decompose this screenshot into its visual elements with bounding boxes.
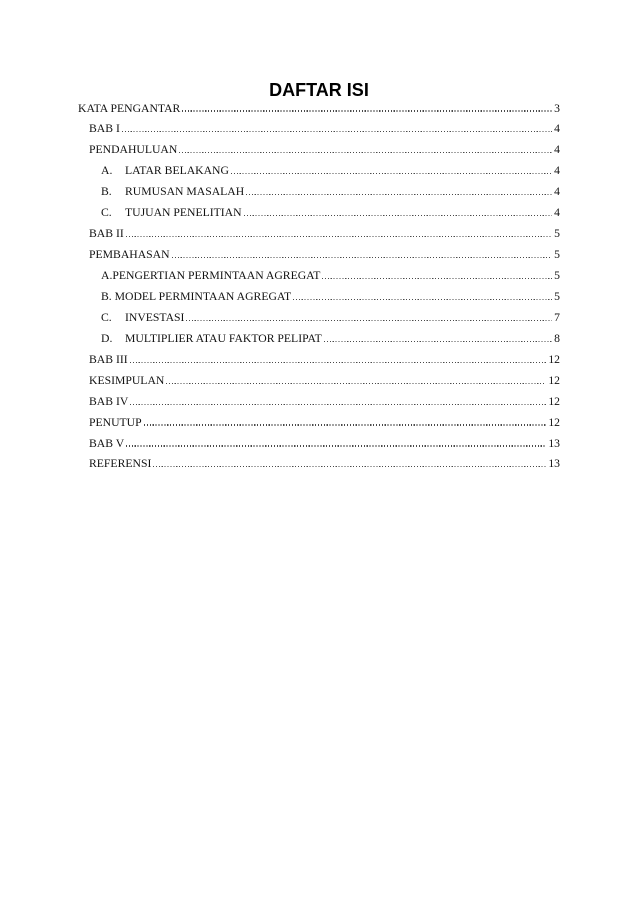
toc-entry-pengertian-permintaan-agregat [78,266,560,287]
toc-leader-dots [153,466,546,467]
toc-leader-dots [186,320,552,321]
toc-entry-label: LATAR BELAKANG [125,164,229,178]
toc-entry-penutup [78,413,560,434]
toc-leader-dots [166,383,546,384]
toc-leader-dots [179,152,552,153]
toc-leader-dots [324,341,552,342]
toc-entry-label: BAB II [89,227,124,241]
toc-leader-dots [231,173,552,174]
toc-entry-tujuan-penelitian [78,203,560,224]
toc-entry-page-number: 4 [554,122,560,136]
toc-entry-label: BAB IV [89,394,129,408]
toc-title: DAFTAR ISI [269,80,369,100]
toc-entry-page-number: 5 [554,289,560,303]
toc-leader-dots [322,278,552,279]
toc-leader-dots [122,131,552,132]
toc-entry-marker: C. [101,310,112,324]
toc-entry-page-number: 13 [548,457,560,471]
toc-entry-label: REFERENSI [89,457,152,471]
toc-entry-page-number: 4 [554,143,560,157]
toc-leader-dots [130,404,546,405]
toc-entry-kesimpulan [78,371,560,392]
toc-entry-label: PEMBAHASAN [89,248,170,262]
toc-entry-latar-belakang [78,161,560,182]
toc-entry-page-number: 12 [548,373,560,387]
toc-entry-label: KATA PENGANTAR [78,101,181,115]
toc-entry-pendahuluan [78,140,560,161]
toc-entry-marker: A. [101,164,113,178]
toc-entry-page-number: 7 [554,310,560,324]
toc-entry-label: TUJUAN PENELITIAN [125,206,242,220]
toc-leader-dots [244,215,553,216]
toc-entry-page-number: 5 [554,269,560,282]
toc-entry-bab-4 [78,392,560,413]
toc-entry-page-number: 13 [548,436,560,450]
toc-leader-dots [293,299,552,300]
toc-entry-page-number: 12 [548,394,560,408]
toc-leader-dots [130,362,547,363]
toc-entry-investasi [78,308,560,329]
toc-entry-page-number: 12 [548,352,560,366]
toc-entry-page-number: 5 [554,227,560,241]
toc-entry-bab-2 [78,224,560,245]
toc-entry-label: KESIMPULAN [89,373,165,387]
toc-entry-page-number: 3 [554,101,560,115]
toc-entry-bab-3 [78,350,560,371]
toc-leader-dots [182,110,552,111]
toc-entry-bab-5 [78,434,560,455]
toc-entry-model-permintaan-agregat [78,287,560,308]
toc-entry-label: PENDAHULUAN [89,143,178,157]
toc-entry-label: A.PENGERTIAN PERMINTAAN AGREGAT [101,269,321,282]
toc-leader-dots [126,236,552,237]
toc-entry-marker: B. [101,185,112,199]
toc-entry-label: INVESTASI [125,310,185,324]
toc-entry-label: B. MODEL PERMINTAAN AGREGAT [101,289,292,303]
toc-entry-label: BAB I [89,122,120,136]
toc-entry-label: PENUTUP [89,415,142,429]
toc-entry-rumusan-masalah [78,182,560,203]
toc-entry-page-number: 5 [554,248,560,262]
toc-entry-page-number: 4 [554,185,560,199]
toc-entry-label: MULTIPLIER ATAU FAKTOR PELIPAT [125,331,322,345]
toc-list [78,99,560,476]
toc-leader-dots [246,194,552,195]
toc-entry-multiplier [78,329,560,350]
toc-entry-referensi [78,454,560,475]
toc-leader-dots [172,257,553,258]
toc-entry-pembahasan [78,245,560,266]
toc-entry-label: BAB V [89,436,125,450]
toc-entry-label: BAB III [89,352,128,366]
toc-entry-page-number: 4 [554,206,560,220]
toc-entry-marker: C. [101,206,112,220]
toc-entry-page-number: 4 [554,164,560,178]
toc-leader-dots [144,424,547,425]
toc-entry-kata-pengantar [78,99,560,120]
toc-leader-dots [126,445,546,446]
toc-entry-page-number: 12 [548,415,560,429]
toc-entry-label: RUMUSAN MASALAH [125,185,245,199]
toc-entry-marker: D. [101,331,113,345]
toc-entry-page-number: 8 [554,331,560,345]
toc-entry-bab-1 [78,119,560,140]
